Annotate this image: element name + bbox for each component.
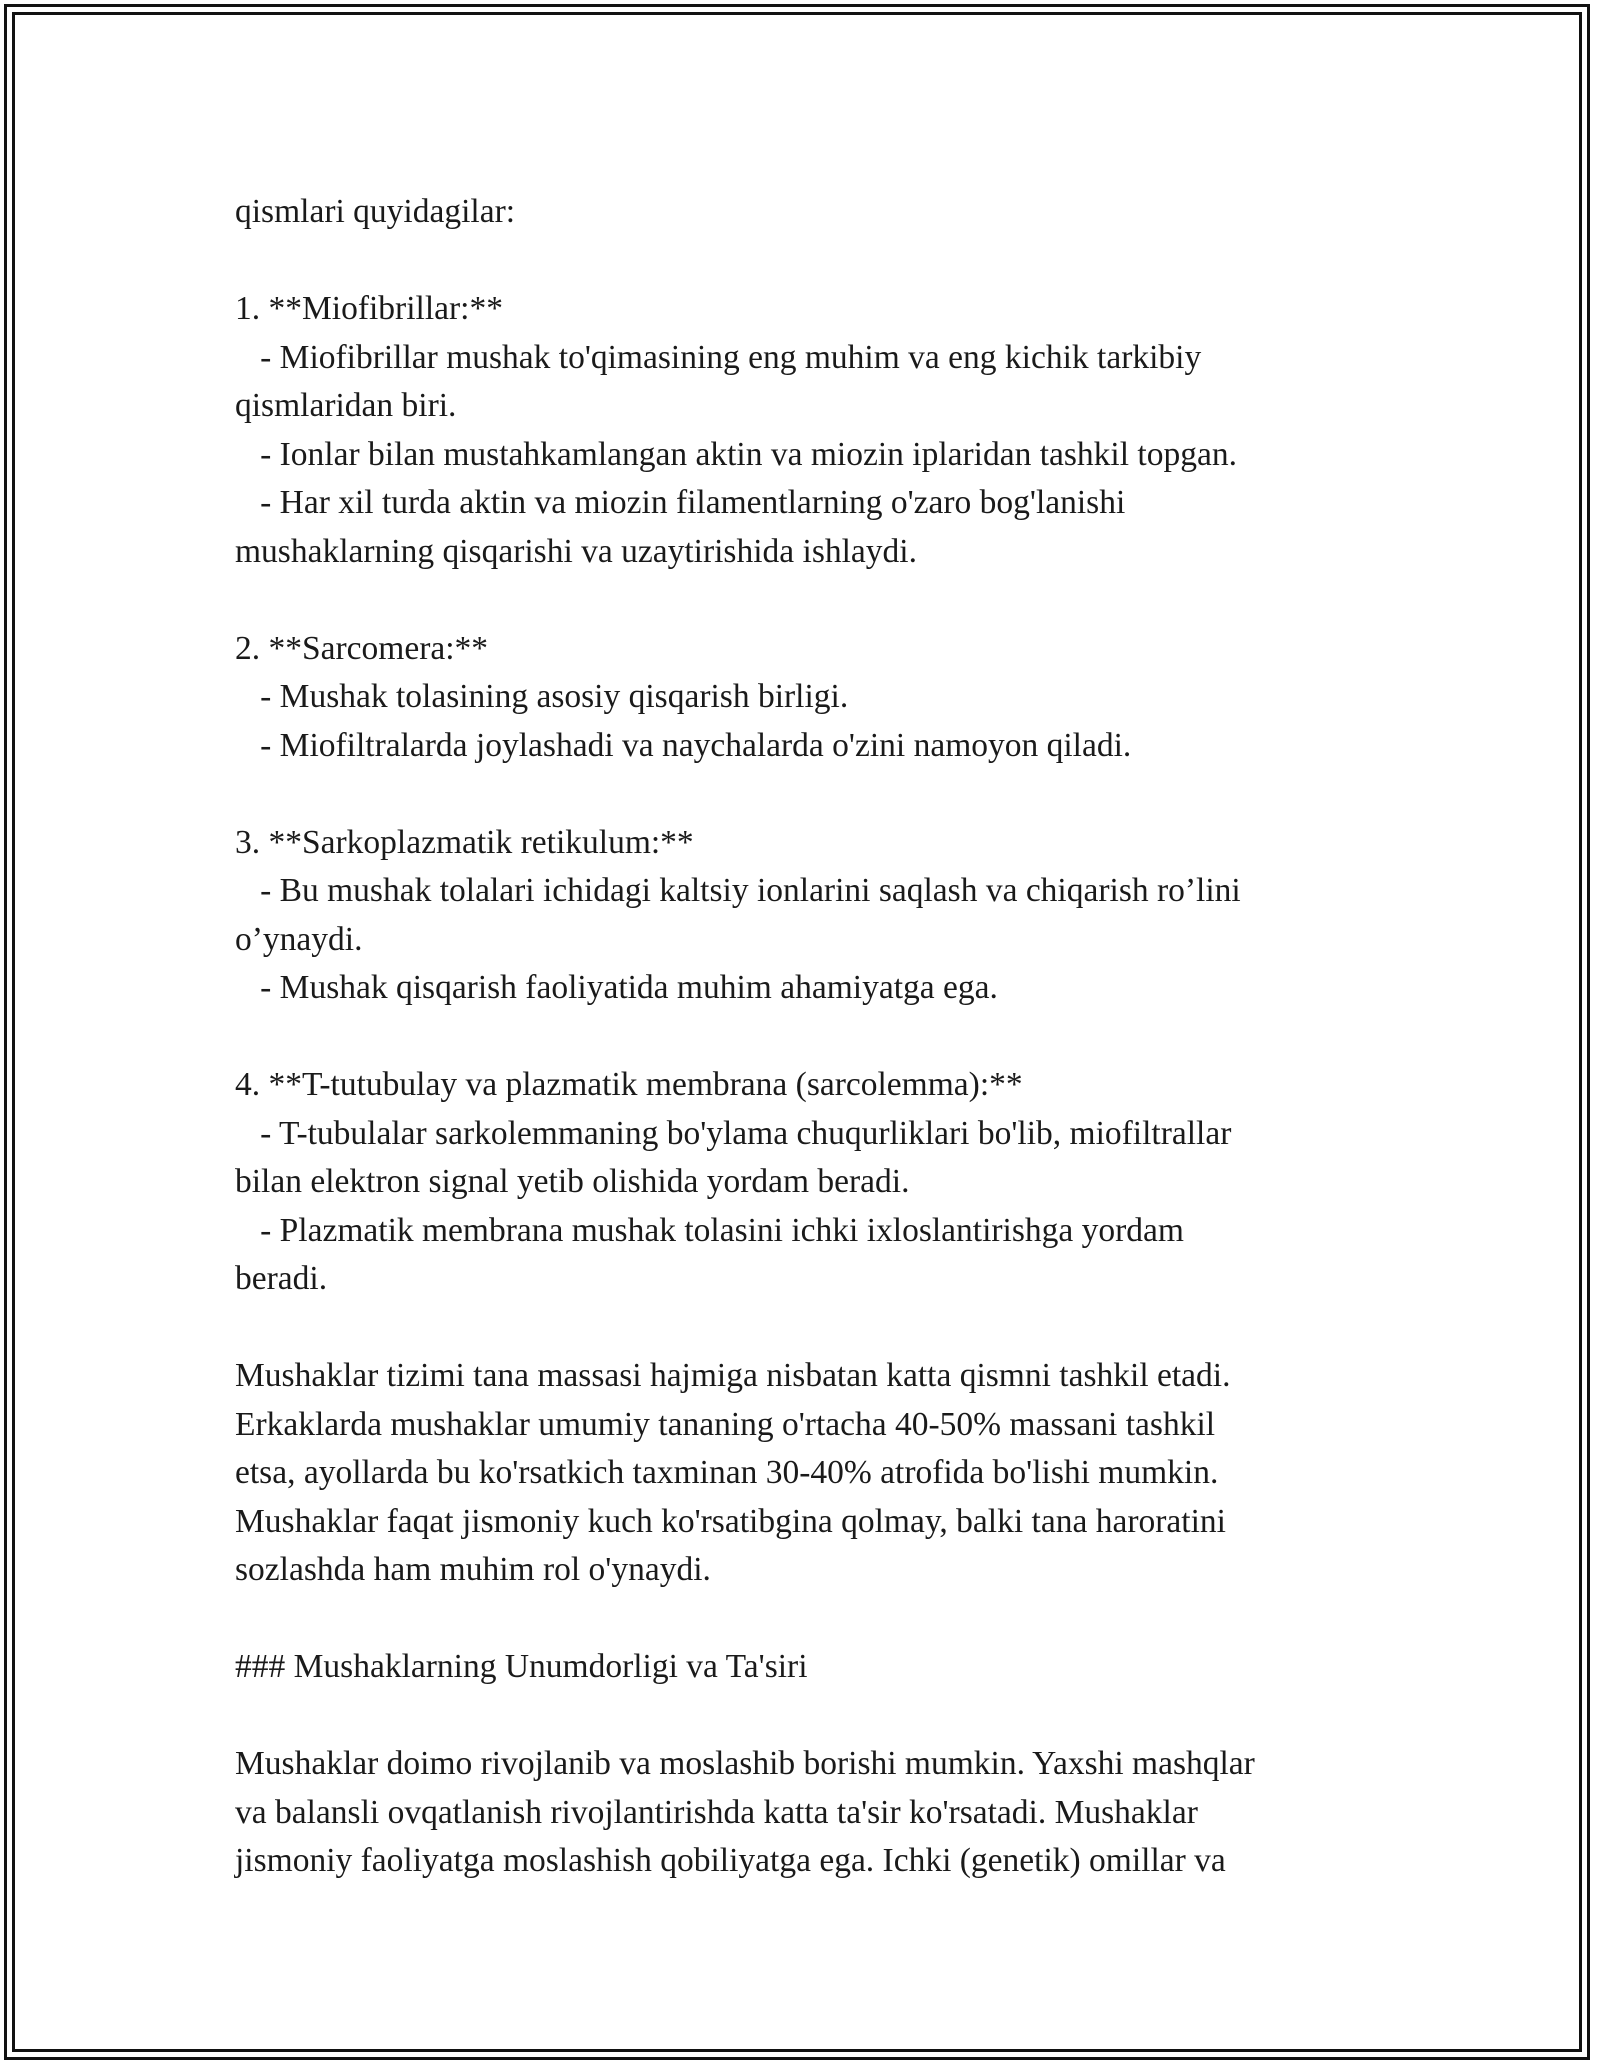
blank-line <box>235 1595 1395 1644</box>
subheading: ### Mushaklarning Unumdorligi va Ta'siri <box>235 1648 808 1685</box>
text-line: - Mushak tolasining asosiy qisqarish birligi. <box>235 678 849 715</box>
text-line: - Mushak qisqarish faoliyatida muhim ahamiyatga ega. <box>235 969 998 1006</box>
section-heading-sarkoplazmatik: 3. **Sarkoplazmatik retikulum:** <box>235 823 694 861</box>
text-line: qismlaridan biri. <box>235 387 457 424</box>
paragraph-line: Mushaklar doimo rivojlanib va moslashib borishi mumkin. Yaxshi mashqlar <box>235 1745 1255 1782</box>
text-line: - T-tubulalar sarkolemmaning bo'ylama chuqurliklari bo'lib, miofiltrallar <box>235 1114 1232 1152</box>
section-heading-t-tubulay: 4. **T-tutubulay va plazmatik membrana (sarcolemma):** <box>235 1066 1023 1103</box>
blank-line <box>235 1304 1395 1353</box>
section-heading-miofibrillar: 1. **Miofibrillar:** <box>235 290 503 327</box>
text-line: - Bu mushak tolalari ichidagi kaltsiy ionlarini saqlash va chiqarish ro’lini <box>235 872 1241 909</box>
text-line: - Miofiltralarda joylashadi va naychalarda o'zini namoyon qiladi. <box>235 726 1132 764</box>
paragraph-line: va balansli ovqatlanish rivojlantirishda katta ta'sir ko'rsatadi. Mushaklar <box>235 1793 1198 1831</box>
section-heading-sarcomera: 2. **Sarcomera:** <box>235 629 489 667</box>
paragraph-line: jismoniy faoliyatga moslashish qobiliyatga ega. Ichki (genetik) omillar va <box>235 1842 1226 1879</box>
text-line: bilan elektron signal yetib olishida yordam beradi. <box>235 1163 910 1200</box>
text-line: - Miofibrillar mushak to'qimasining eng muhim va eng kichik tarkibiy <box>235 338 1202 376</box>
paragraph-line: sozlashda ham muhim rol o'ynaydi. <box>235 1551 711 1588</box>
paragraph-line: Erkaklarda mushaklar umumiy tananing o'rtacha 40-50% massani tashkil <box>235 1405 1216 1443</box>
text-line: qismlari quyidagilar: <box>235 193 516 230</box>
text-line: - Plazmatik membrana mushak tolasini ichki ixloslantirishga yordam <box>235 1211 1184 1249</box>
blank-line <box>235 1692 1395 1741</box>
text-line: - Ionlar bilan mustahkamlangan aktin va miozin iplaridan tashkil topgan. <box>235 435 1237 473</box>
paragraph-line: Mushaklar faqat jismoniy kuch ko'rsatibgina qolmay, balki tana haroratini <box>235 1502 1226 1540</box>
blank-line <box>235 1013 1395 1062</box>
blank-line <box>235 770 1395 819</box>
text-line: o’ynaydi. <box>235 920 363 958</box>
text-line: mushaklarning qisqarishi va uzaytirishida ishlaydi. <box>235 532 917 570</box>
blank-line <box>235 576 1395 625</box>
paragraph-line: Mushaklar tizimi tana massasi hajmiga nisbatan katta qismni tashkil etadi. <box>235 1357 1231 1394</box>
text-line: beradi. <box>235 1260 328 1297</box>
text-line: - Har xil turda aktin va miozin filamentlarning o'zaro bog'lanishi <box>235 484 1126 521</box>
blank-line <box>235 237 1395 286</box>
document-body <box>235 188 1395 1886</box>
paragraph-line: etsa, ayollarda bu ko'rsatkich taxminan 30-40% atrofida bo'lishi mumkin. <box>235 1454 1219 1491</box>
